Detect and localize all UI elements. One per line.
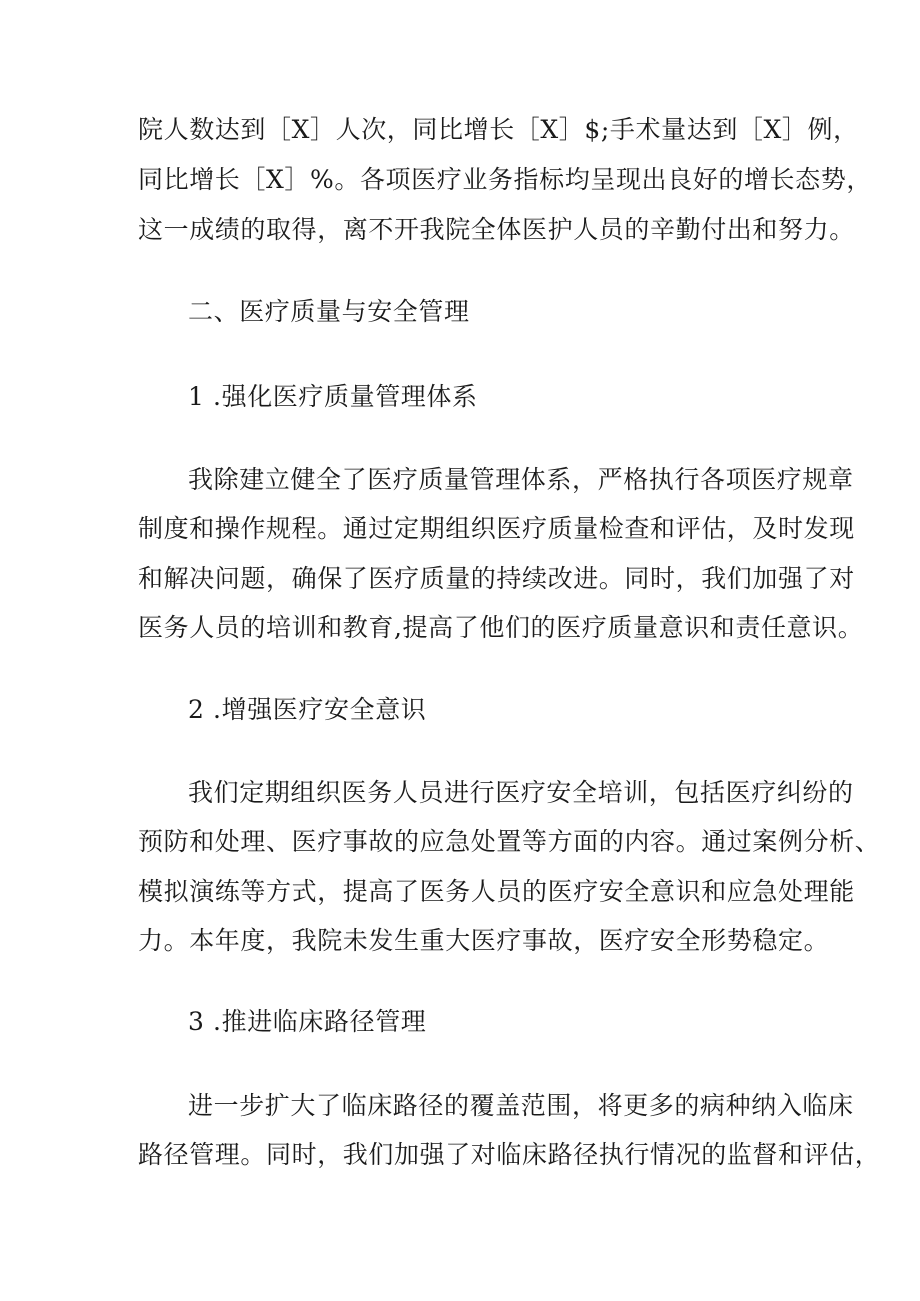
subsection-heading-1: 1 .强化医疗质量管理体系 xyxy=(188,382,478,411)
paragraph-line: 和解决问题，确保了医疗质量的持续改进。同时，我们加强了对 xyxy=(138,564,855,593)
paragraph-line: 进一步扩大了临床路径的覆盖范围，将更多的病种纳入临床 xyxy=(188,1091,854,1120)
paragraph-line: 我们定期组织医务人员进行医疗安全培训，包括医疗纠纷的 xyxy=(188,778,854,807)
paragraph-line: 同比增长［X］%。各项医疗业务指标均呈现出良好的增长态势， xyxy=(138,165,872,194)
subsection-heading-3: 3 .推进临床路径管理 xyxy=(188,1007,427,1036)
paragraph-line: 预防和处理、医疗事故的应急处置等方面的内容。通过案例分析、 xyxy=(138,827,881,856)
paragraph-line: 这一成绩的取得，离不开我院全体医护人员的辛勤付出和努力。 xyxy=(138,215,855,244)
paragraph-line: 模拟演练等方式，提高了医务人员的医疗安全意识和应急处理能 xyxy=(138,877,855,906)
section-heading: 二、医疗质量与安全管理 xyxy=(188,297,470,326)
paragraph-line: 力。本年度，我院未发生重大医疗事故，医疗安全形势稳定。 xyxy=(138,926,830,955)
subsection-heading-2: 2 .增强医疗安全意识 xyxy=(188,695,427,724)
paragraph-line: 制度和操作规程。通过定期组织医疗质量检查和评估，及时发现 xyxy=(138,514,855,543)
paragraph-line: 路径管理。同时，我们加强了对临床路径执行情况的监督和评估， xyxy=(138,1140,881,1169)
paragraph-line: 我除建立健全了医疗质量管理体系，严格执行各项医疗规章 xyxy=(188,465,854,494)
paragraph-line: 医务人员的培训和教育,提高了他们的医疗质量意识和责任意识。 xyxy=(138,613,864,642)
paragraph-line: 院人数达到［X］人次，同比增长［X］$;手术量达到［X］例， xyxy=(138,115,859,144)
